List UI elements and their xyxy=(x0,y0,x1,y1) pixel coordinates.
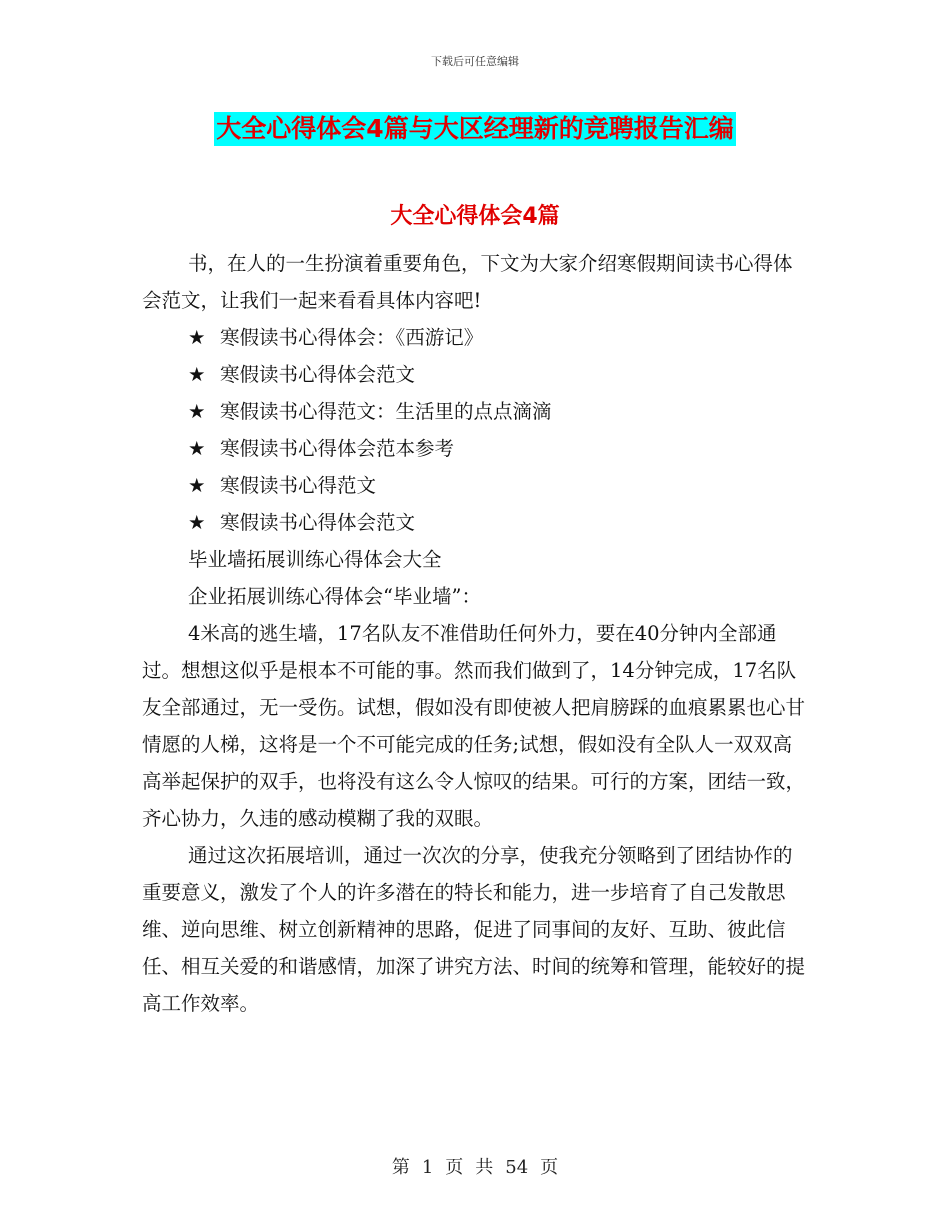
star-icon: ★ xyxy=(188,511,206,534)
page-total-label: 共 xyxy=(475,1157,494,1178)
list-item xyxy=(142,319,807,356)
page-current: 1 xyxy=(421,1157,434,1178)
body-paragraph: 4米高的逃生墙，17名队友不准借助任何外力，要在40分钟内全部通过。想想这似乎是根本不可能的事。然而我们做到了，14分钟完成，17名队友全部通过，无一受伤。试想，假如没有即使被人把肩膀踩的血痕累累也心甘情愿的人梯，这将是一个不可能完成的任务;试想，假如没有全队人一双双高高举起保护的双手，也将没有这么令人惊叹的结果。可行的方案，团结一致，齐心协力，久违的感动模糊了我的双眼。 xyxy=(142,622,806,830)
list-item-label: 寒假读书心得体会范文 xyxy=(220,511,416,534)
section-heading: 毕业墙拓展训练心得体会大全 xyxy=(188,548,442,571)
list-item xyxy=(142,467,807,504)
list-item xyxy=(142,430,807,467)
star-icon: ★ xyxy=(188,474,206,497)
star-icon: ★ xyxy=(188,437,206,460)
list-item-label: 寒假读书心得体会：《西游记》 xyxy=(220,326,484,349)
list-item xyxy=(142,393,807,430)
page-number xyxy=(0,1153,950,1179)
page-prefix: 第 xyxy=(391,1157,410,1178)
body-paragraph: 通过这次拓展培训，通过一次次的分享，使我充分领略到了团结协作的重要意义，激发了个人的许多潜在的特长和能力，进一步培育了自己发散思维、逆向思维、树立创新精神的思路，促进了同事间的友好、互助、彼此信任、相互关爱的和谐感情，加深了讲究方法、时间的统筹和管理，能较好的提高工作效率。 xyxy=(142,844,806,1015)
main-title: 大全心得体会4篇与大区经理新的竞聘报告汇编 xyxy=(214,112,735,146)
document-body xyxy=(142,245,807,1022)
list-item-label: 寒假读书心得体会范文 xyxy=(220,363,416,386)
list-item-label: 寒假读书心得范文：生活里的点点滴滴 xyxy=(220,400,552,423)
list-item xyxy=(142,356,807,393)
section-title: 大全心得体会4篇 xyxy=(390,204,560,229)
star-icon: ★ xyxy=(188,363,206,386)
page-total: 54 xyxy=(505,1157,529,1178)
star-icon: ★ xyxy=(188,400,206,423)
intro-paragraph: 书，在人的一生扮演着重要角色，下文为大家介绍寒假期间读书心得体会范文，让我们一起来看看具体内容吧! xyxy=(142,252,793,312)
star-icon: ★ xyxy=(188,326,206,349)
list-item-label: 寒假读书心得范文 xyxy=(220,474,377,497)
header-note: 下载后可任意编辑 xyxy=(431,55,519,68)
list-item-label: 寒假读书心得体会范本参考 xyxy=(220,437,455,460)
section-intro: 企业拓展训练心得体会“毕业墙”： xyxy=(188,585,481,608)
page-suffix: 页 xyxy=(540,1157,559,1178)
main-title-container xyxy=(0,112,950,146)
page-middle: 页 xyxy=(445,1157,464,1178)
list-item xyxy=(142,504,807,541)
